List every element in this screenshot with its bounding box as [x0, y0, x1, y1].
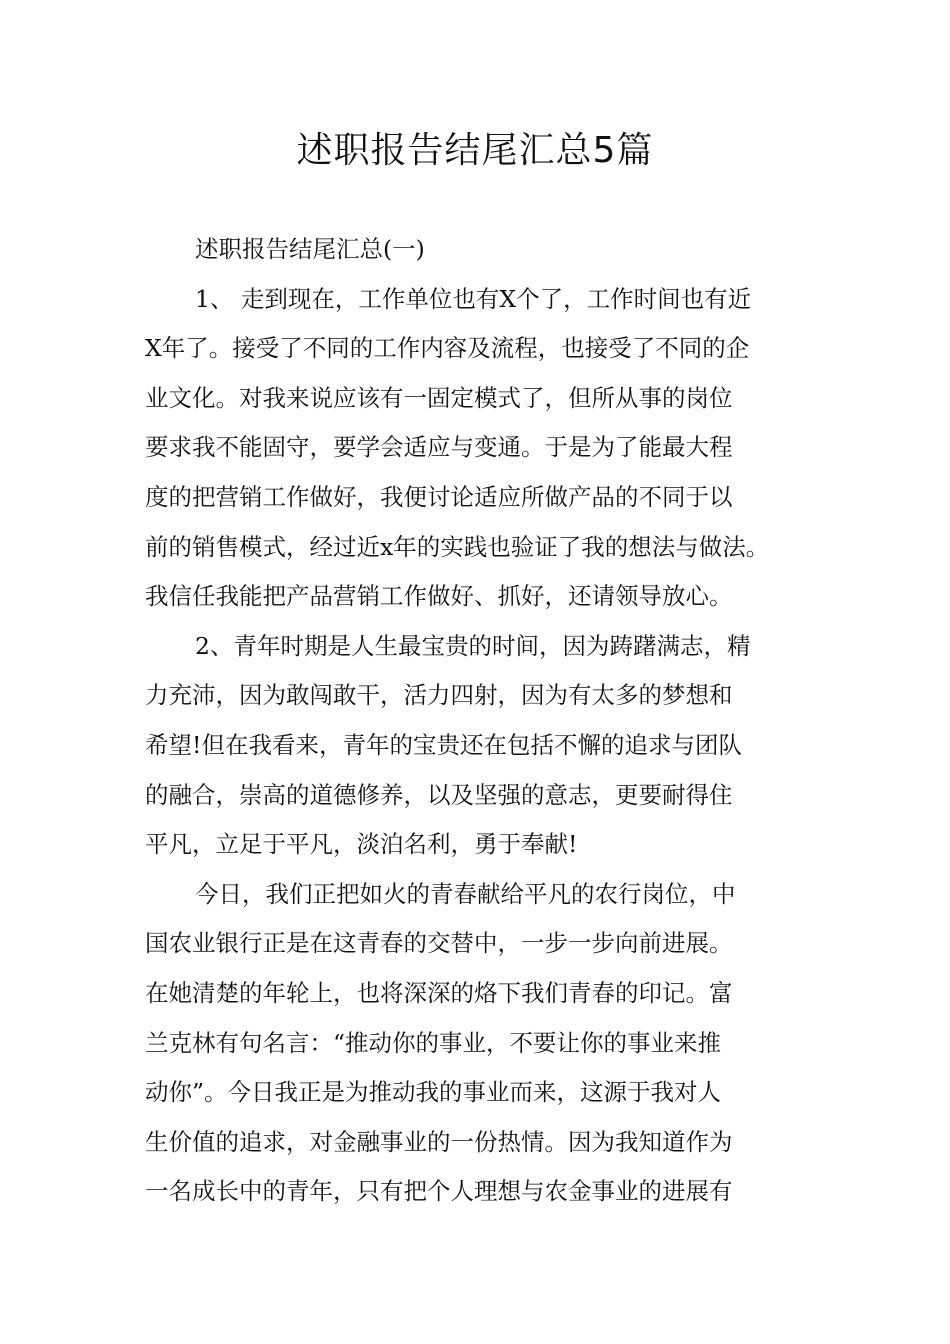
paragraph-line: 度的把营销工作做好，我便讨论适应所做产品的不同于以 — [145, 482, 733, 511]
paragraph-line: 要求我不能固守，要学会适应与变通。于是为了能最大程 — [145, 433, 733, 462]
document-body — [145, 225, 810, 1217]
paragraph-line: 1、 走到现在，工作单位也有X个了，工作时间也有近 — [195, 284, 752, 313]
paragraph-line: 兰克林有句名言：“推动你的事业，不要让你的事业来推 — [145, 1028, 722, 1057]
paragraph-line: 的融合，崇高的道德修养，以及坚强的意志，更要耐得住 — [145, 780, 733, 809]
paragraph-line: 一名成长中的青年，只有把个人理想与农金事业的进展有 — [145, 1177, 733, 1206]
paragraph-line: 前的销售模式，经过近x年的实践也验证了我的想法与做法。 — [145, 532, 770, 561]
paragraph-line: 今日，我们正把如火的青春献给平凡的农行岗位，中 — [195, 879, 736, 908]
paragraph-line: 力充沛，因为敢闯敢干，活力四射，因为有太多的梦想和 — [145, 681, 733, 710]
paragraph-line: 生价值的追求，对金融事业的一份热情。因为我知道作为 — [145, 1127, 733, 1156]
paragraph-line: 我信任我能把产品营销工作做好、抓好，还请领导放心。 — [145, 582, 733, 611]
paragraph-line: 希望!但在我看来，青年的宝贵还在包括不懈的追求与团队 — [145, 730, 742, 759]
paragraph-line: X年了。接受了不同的工作内容及流程，也接受了不同的企 — [145, 334, 750, 363]
paragraph-line: 2、青年时期是人生最宝贵的时间，因为踌躇满志，精 — [195, 631, 751, 660]
document-title: 述职报告结尾汇总5篇 — [296, 130, 654, 171]
paragraph-line: 动你”。今日我正是为推动我的事业而来，这源于我对人 — [145, 1078, 722, 1107]
paragraph-line: 业文化。对我来说应该有一固定模式了，但所从事的岗位 — [145, 383, 733, 412]
paragraph-line: 平凡，立足于平凡，淡泊名利，勇于奉献! — [145, 830, 578, 859]
paragraph-line: 国农业银行正是在这青春的交替中，一步一步向前进展。 — [145, 929, 733, 958]
paragraph-line: 在她清楚的年轮上，也将深深的烙下我们青春的印记。富 — [145, 978, 733, 1007]
section-heading: 述职报告结尾汇总(一) — [195, 235, 425, 263]
